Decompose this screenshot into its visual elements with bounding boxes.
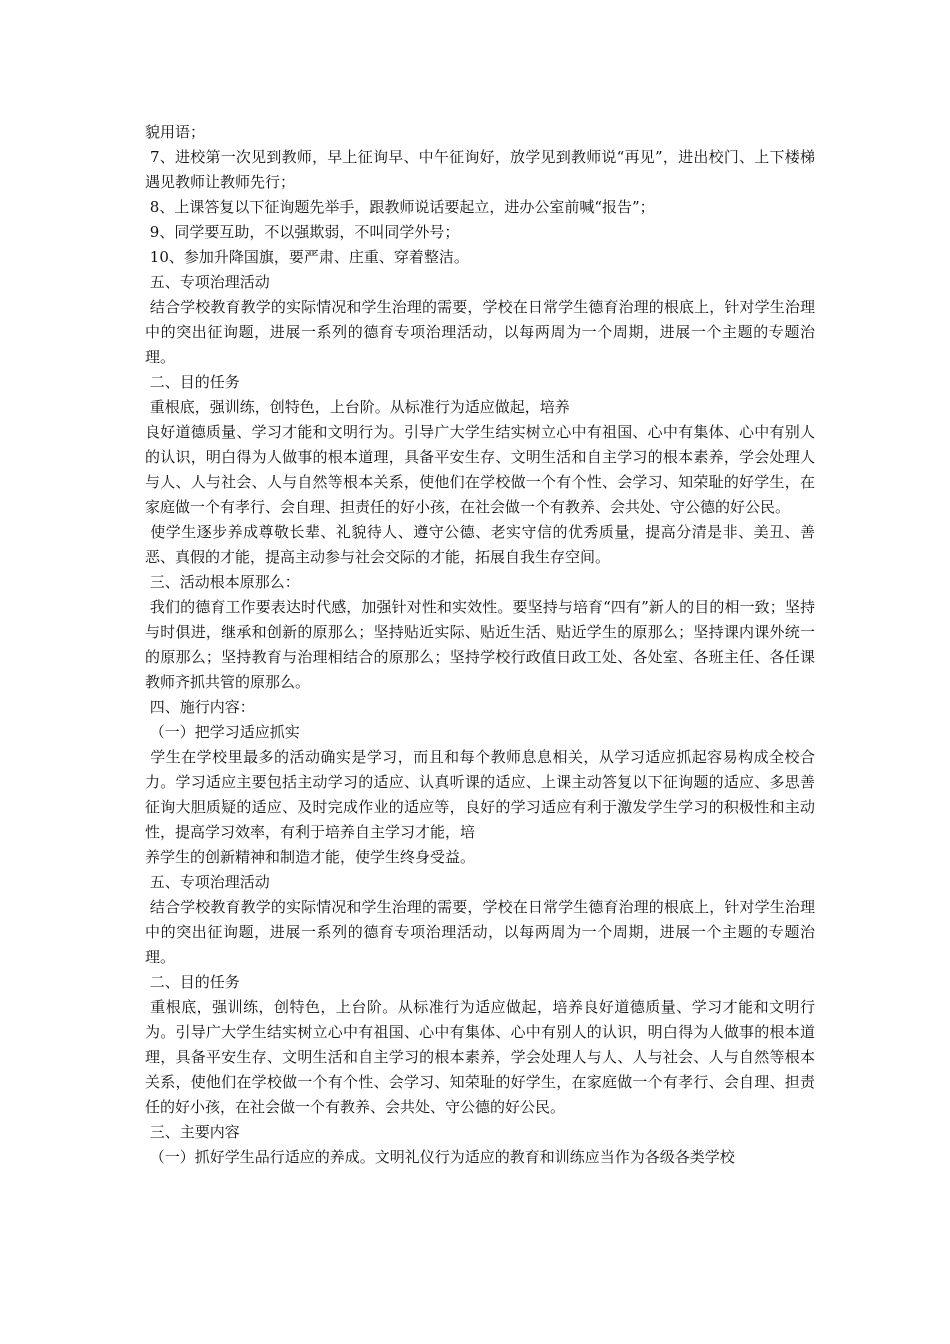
paragraph: 结合学校教育教学的实际情况和学生治理的需要，学校在日常学生德育治理的根底上，针对学生治理中的突出征询题，进展一系列的德育专项治理活动，以每两周为一个周期，进展一个主题的专题治理。: [145, 898, 815, 966]
paragraph: 结合学校教育教学的实际情况和学生治理的需要，学校在日常学生德育治理的根底上，针对学生治理中的突出征询题，进展一系列的德育专项治理活动，以每两周为一个周期，进展一个主题的专题治理。: [145, 298, 815, 366]
paragraph: 7、进校第一次见到教师，早上征询早、中午征询好，放学见到教师说“再见”，进出校门、上下楼梯遇见教师让教师先行；: [145, 148, 815, 191]
section-heading: 二、目的任务: [145, 373, 240, 391]
section-heading: 二、目的任务: [145, 973, 240, 991]
paragraph: 10、参加升降国旗，要严肃、庄重、穿着整洁。: [145, 248, 469, 266]
paragraph: 学生在学校里最多的活动确实是学习，而且和每个教师息息相关，从学习适应抓起容易构成全校合力。学习适应主要包括主动学习的适应、认真听课的适应、上课主动答复以下征询题的适应、多思善征询大胆质疑的适应、及时完成作业的适应等，良好的学习适应有利于激发学生学习的积极性和主动性，提高学习效率，有利于培养自主学习才能，培: [145, 748, 815, 841]
paragraph: 我们的德育工作要表达时代感，加强针对性和实效性。要坚持与培育“四有”新人的目的相一致；坚持与时俱进，继承和创新的原那么；坚持贴近实际、贴近生活、贴近学生的原那么；坚持课内课外统一的原那么；坚持教育与治理相结合的原那么；坚持学校行政值日政工处、各处室、各班主任、各任课教师齐抓共管的原那么。: [145, 598, 815, 691]
section-heading: 三、主要内容: [145, 1123, 240, 1141]
section-heading: 五、专项治理活动: [145, 873, 270, 891]
paragraph: 使学生逐步养成尊敬长辈、礼貌待人、遵守公德、老实守信的优秀质量，提高分清是非、美丑、善恶、真假的才能，提高主动参与社会交际的才能，拓展自我生存空间。: [145, 523, 815, 566]
paragraph: （一）抓好学生品行适应的养成。文明礼仪行为适应的教育和训练应当作为各级各类学校: [145, 1148, 735, 1166]
paragraph: 重根底，强训练，创特色，上台阶。从标准行为适应做起，培养良好道德质量、学习才能和文明行为。引导广大学生结实树立心中有祖国、心中有集体、心中有别人的认识，明白得为人做事的根本道理，具备平安生存、文明生活和自主学习的根本素养，学会处理人与人、人与社会、人与自然等根本关系，使他们在学校做一个有个性、会学习、知荣耻的好学生，在家庭做一个有孝行、会自理、担责任的好小孩，在社会做一个有教养、会共处、守公德的好公民。: [145, 998, 815, 1116]
paragraph: 9、同学要互助，不以强欺弱，不叫同学外号；: [145, 223, 460, 241]
section-heading: 五、专项治理活动: [145, 273, 270, 291]
paragraph: 8、上课答复以下征询题先举手，跟教师说话要起立，进办公室前喊“报告”；: [145, 198, 655, 216]
section-heading: 四、施行内容：: [145, 698, 255, 716]
paragraph: 养学生的创新精神和制造才能，使学生终身受益。: [145, 848, 476, 866]
document-page: [145, 120, 815, 1170]
paragraph: 良好道德质量、学习才能和文明行为。引导广大学生结实树立心中有祖国、心中有集体、心中有别人的认识，明白得为人做事的根本道理，具备平安生存、文明生活和自主学习的根本素养，学会处理人与人、人与社会、人与自然等根本关系，使他们在学校做一个有个性、会学习、知荣耻的好学生，在家庭做一个有孝行、会自理、担责任的好小孩，在社会做一个有教养、会共处、守公德的好公民。: [145, 423, 815, 516]
subsection-heading: （一）把学习适应抓实: [145, 723, 300, 741]
paragraph: 貌用语；: [145, 123, 206, 141]
paragraph: 重根底，强训练，创特色，上台阶。从标准行为适应做起，培养: [145, 398, 570, 416]
section-heading: 三、活动根本原那么：: [145, 573, 300, 591]
